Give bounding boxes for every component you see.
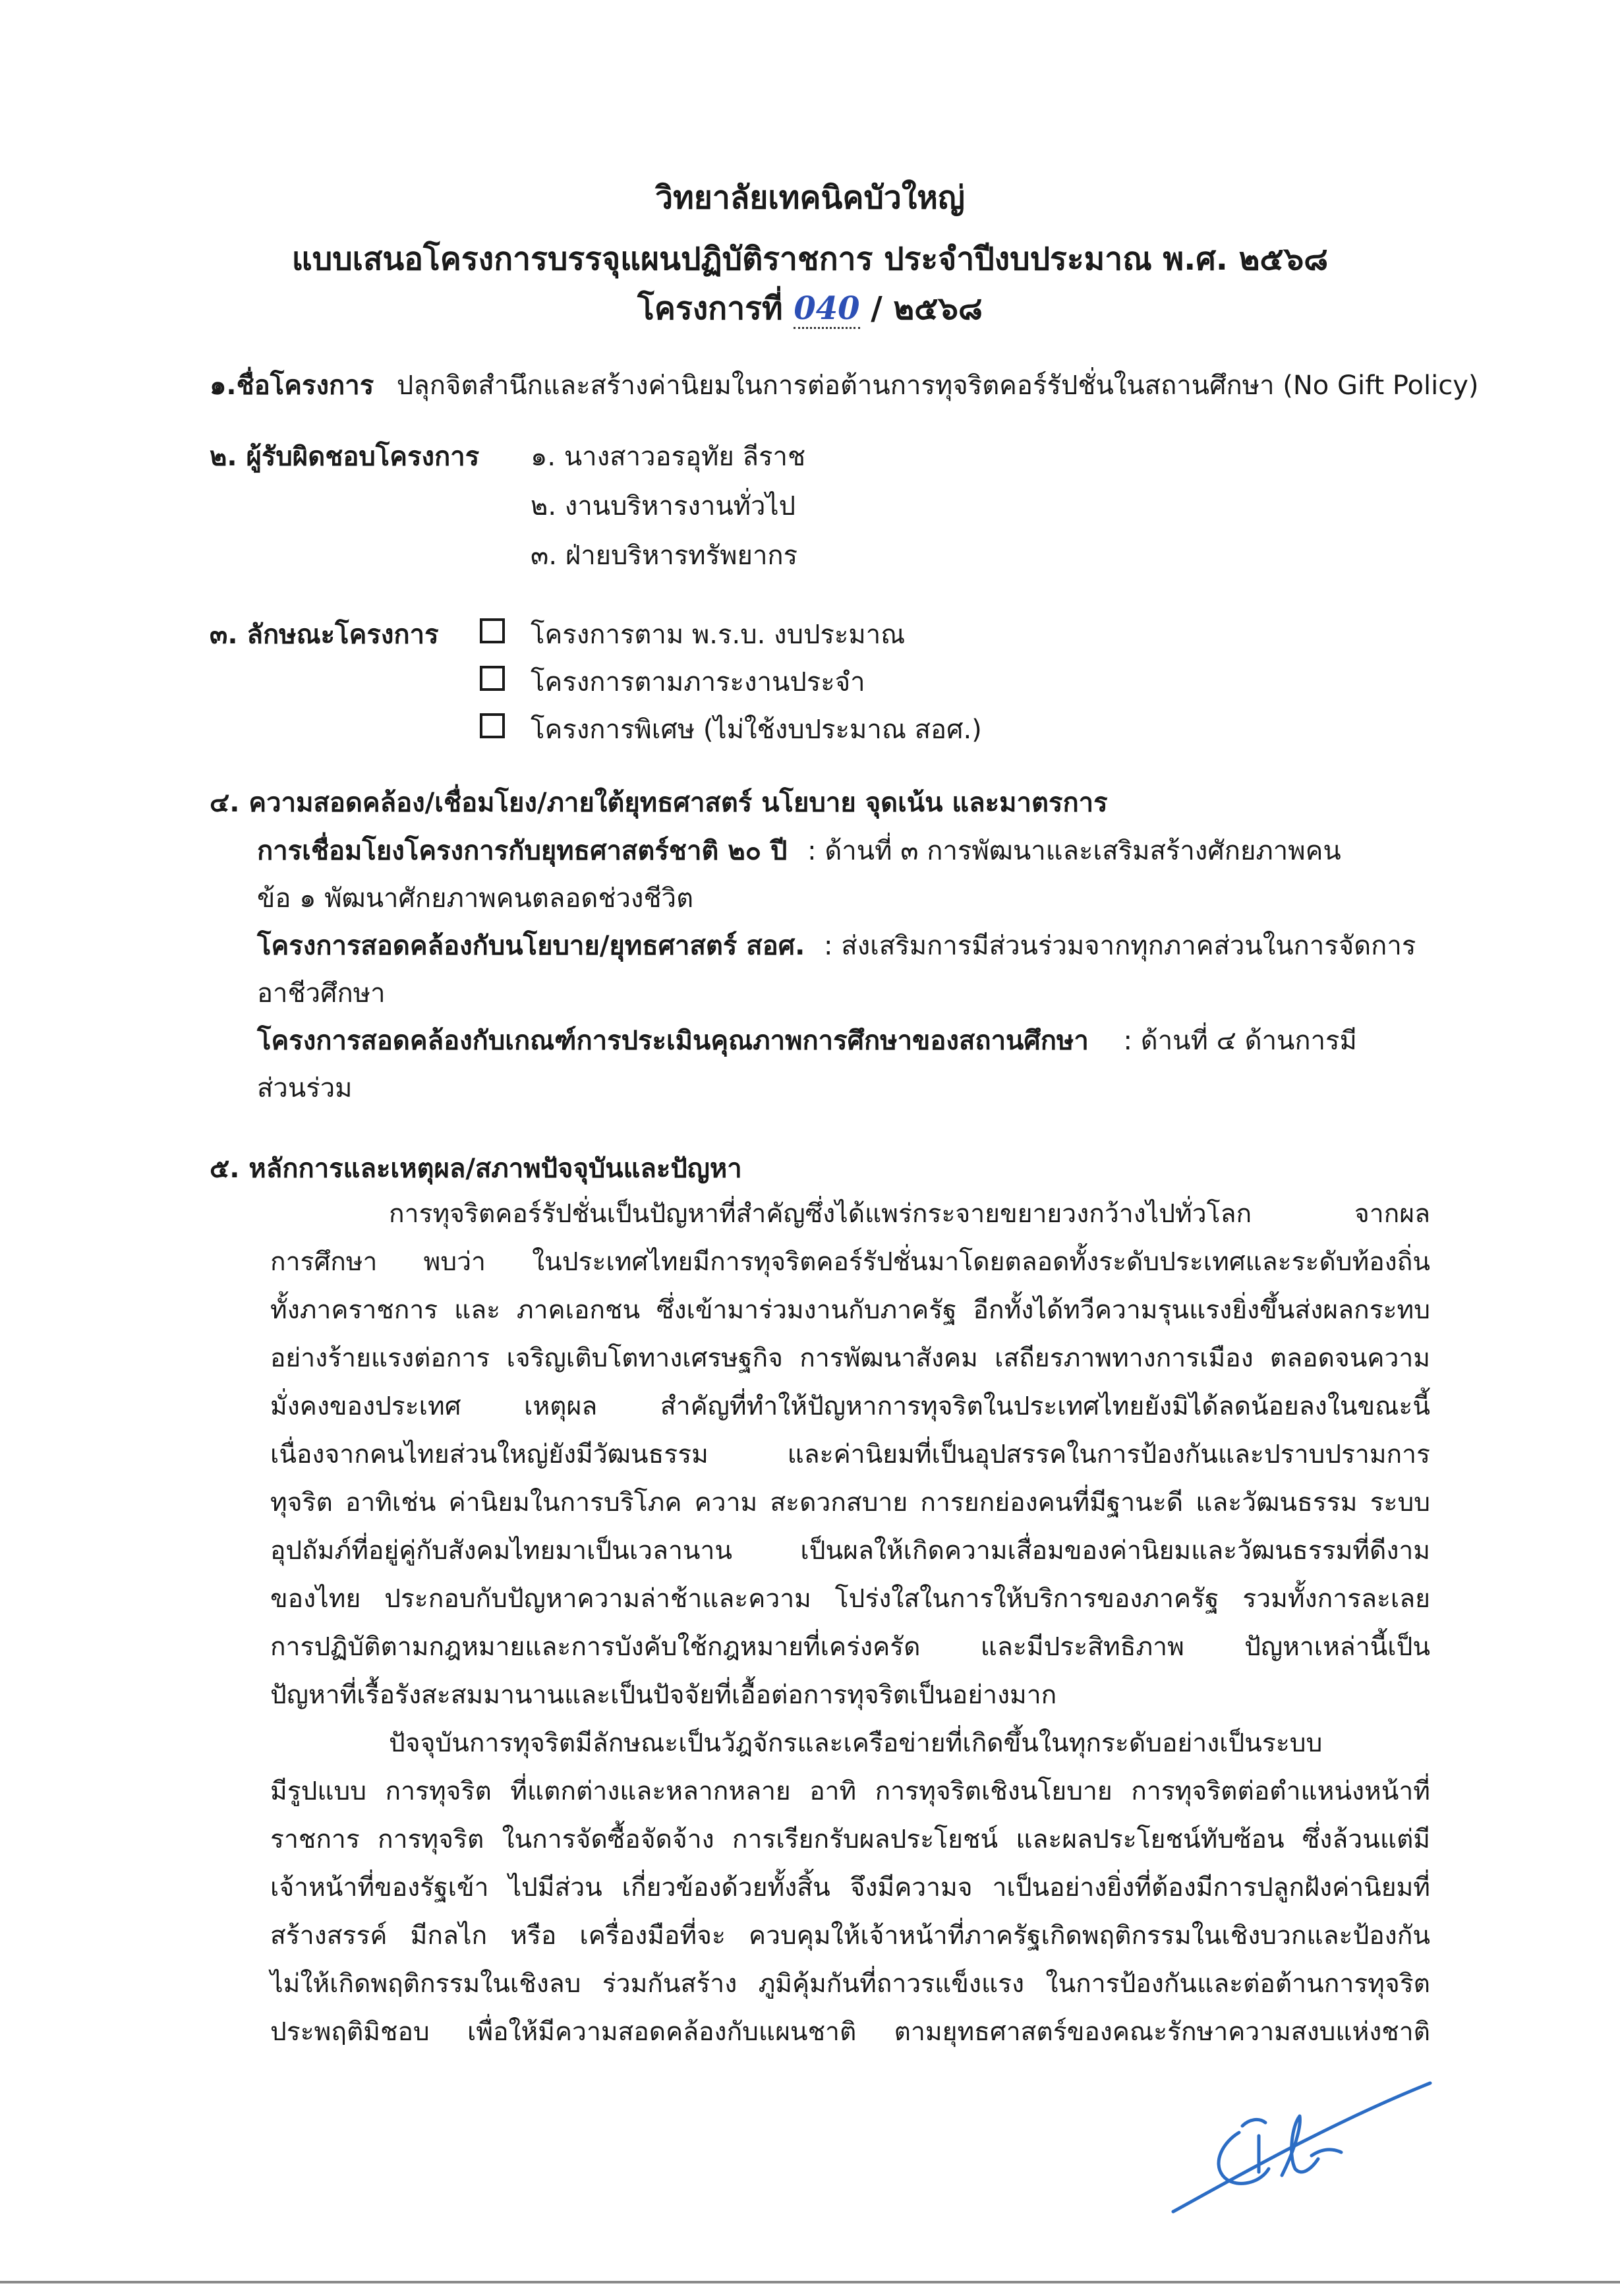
paragraph-line: ประพฤติมิชอบ เพื่อให้มีความสอดคล้องกับแผนชาติ ตามยุทธศาสตร์ของคณะรักษาความสงบแห่งชาติ <box>270 2017 1430 2047</box>
paragraph-line: การปฏิบัติตามกฎหมายและการบังคับใช้กฎหมายที่เคร่งครัด และมีประสิทธิภาพ ปัญหาเหล่านี้เป็น <box>270 1632 1430 1662</box>
paragraph-line: การศึกษา พบว่า ในประเทศไทยมีการทุจริตคอร์รัปชั่นมาโดยตลอดทั้งระดับประเทศและระดับท้องถิ่น <box>270 1247 1430 1277</box>
policy-line <box>257 924 1416 966</box>
checkbox-icon[interactable] <box>480 713 505 738</box>
paragraph-line: เนื่องจากคนไทยส่วนใหญ่ยังมีวัฒนธรรม และค่านิยมที่เป็นอุปสรรคในการป้องกันและปราบปรามการ <box>270 1440 1430 1469</box>
section-3-label: ๓. ลักษณะโครงการ <box>210 620 439 650</box>
project-year: / ๒๕๖๘ <box>871 290 983 327</box>
strategy20-value: : ด้านที่ ๓ การพัฒนาและเสริมสร้างศักยภาพคน <box>807 836 1341 866</box>
paragraph-line: อย่างร้ายแรงต่อการ เจริญเติบโตทางเศรษฐกิจ การพัฒนาสังคม เสถียรภาพทางการเมือง ตลอดจนความ <box>270 1343 1430 1373</box>
paragraph-line: ปัญหาที่เรื้อรังสะสมมานานและเป็นปัจจัยที่เอื้อต่อการทุจริตเป็นอย่างมาก <box>270 1680 1057 1710</box>
project-type-option-1: โครงการตาม พ.ร.บ. งบประมาณ <box>531 620 906 650</box>
paragraph-line: ทั้งภาคราชการ และ ภาคเอกชน ซึ่งเข้ามาร่วมงานกับภาครัฐ อีกทั้งได้ทวีความรุนแรงยิ่งขึ้นส่งผลกระทบ <box>270 1295 1430 1325</box>
strategy20-line <box>257 829 1341 871</box>
quality-line <box>257 1019 1357 1061</box>
college-name: วิทยาลัยเทคนิคบัวใหญ่ <box>655 179 965 216</box>
form-title: แบบเสนอโครงการบรรจุแผนปฏิบัติราชการ ประจำปีงบประมาณ พ.ศ. ๒๕๖๘ <box>291 241 1329 278</box>
paragraph-line: ไม่ให้เกิดพฤติกรรมในเชิงลบ ร่วมกันสร้าง ภูมิคุ้มกันที่ถาวรแข็งแรง ในการป้องกันและต่อต้านการทุจริต <box>270 1969 1430 1999</box>
signature-icon <box>1160 2070 1437 2222</box>
section-1-label: ๑.ชื่อโครงการ <box>210 370 374 401</box>
paragraph-line: มั่งคงของประเทศ เหตุผล สำคัญที่ทำให้ปัญหาการทุจริตในประเทศไทยยังมิได้ลดน้อยลงในขณะนี้ <box>270 1392 1430 1421</box>
responsible-item-3: ๓. ฝ่ายบริหารทรัพยากร <box>531 541 798 571</box>
section-5-label: ๕. หลักการและเหตุผล/สภาพปัจจุบันและปัญหา <box>210 1154 742 1184</box>
section-1 <box>210 364 1479 406</box>
quality-label: โครงการสอดคล้องกับเกณฑ์การประเมินคุณภาพการศึกษาของสถานศึกษา <box>257 1026 1089 1056</box>
project-type-option-2: โครงการตามภาระงานประจำ <box>531 667 865 697</box>
paragraph-line: การทุจริตคอร์รัปชั่นเป็นปัญหาที่สำคัญซึ่งได้แพร่กระจายขยายวงกว้างไปทั่วโลก จากผล <box>389 1199 1430 1229</box>
checkbox-icon[interactable] <box>480 618 505 643</box>
project-number: 040 <box>794 290 859 329</box>
section-4-label: ๔. ความสอดคล้อง/เชื่อมโยง/ภายใต้ยุทธศาสตร์ นโยบาย จุดเน้น และมาตรการ <box>210 788 1108 818</box>
rationale-paragraph <box>270 1190 1430 2056</box>
paragraph-line: สร้างสรรค์ มีกลไก หรือ เครื่องมือที่จะ ควบคุมให้เจ้าหน้าที่ภาครัฐเกิดพฤติกรรมในเชิงบวกและป้องกัน <box>270 1921 1430 1951</box>
responsible-item-1: ๑. นางสาวอรอุทัย ลีราช <box>531 442 806 472</box>
paragraph-line: อุปถัมภ์ที่อยู่คู่กับสังคมไทยมาเป็นเวลานาน เป็นผลให้เกิดความเสื่อมของค่านิยมและวัฒนธรรมที่ดีงาม <box>270 1536 1430 1566</box>
paragraph-line: มีรูปแบบ การทุจริต ที่แตกต่างและหลากหลาย อาทิ การทุจริตเชิงนโยบาย การทุจริตต่อตำแหน่งหน้าที่ <box>270 1777 1430 1806</box>
section-2-label: ๒. ผู้รับผิดชอบโครงการ <box>210 442 480 472</box>
policy-cont: อาชีวศึกษา <box>257 978 386 1009</box>
quality-cont: ส่วนร่วม <box>257 1073 353 1104</box>
checkbox-icon[interactable] <box>480 666 505 691</box>
project-name: ปลุกจิตสำนึกและสร้างค่านิยมในการต่อต้านการทุจริตคอร์รัปชั่นในสถานศึกษา (No Gift Policy) <box>396 370 1479 401</box>
project-label: โครงการที่ <box>637 290 783 327</box>
responsible-item-2: ๒. งานบริหารงานทั่วไป <box>531 491 796 521</box>
strategy20-label: การเชื่อมโยงโครงการกับยุทธศาสตร์ชาติ ๒๐ ปี <box>257 836 788 866</box>
project-type-option-3: โครงการพิเศษ (ไม่ใช้งบประมาณ สอศ.) <box>531 715 982 745</box>
page-bottom-edge <box>0 2281 1620 2283</box>
paragraph-line: ราชการ การทุจริต ในการจัดซื้อจัดจ้าง การเรียกรับผลประโยชน์ และผลประโยชน์ทับซ้อน ซึ่งล้วนแต่มี <box>270 1825 1430 1854</box>
project-number-line <box>0 283 1620 334</box>
paragraph-line: ทุจริต อาทิเช่น ค่านิยมในการบริโภค ความ สะดวกสบาย การยกย่องคนที่มีฐานะดี และวัฒนธรรม ระบบ <box>270 1488 1430 1517</box>
paragraph-line: เจ้าหน้าที่ของรัฐเข้า ไปมีส่วน เกี่ยวข้องด้วยทั้งสิ้น จึงมีความจ าเป็นอย่างยิ่งที่ต้องมีการปลูกฝังค่านิยมที่ <box>270 1873 1430 1902</box>
policy-label: โครงการสอดคล้องกับนโยบาย/ยุทธศาสตร์ สอศ. <box>257 931 805 961</box>
policy-value: : ส่งเสริมการมีส่วนร่วมจากทุกภาคส่วนในการจัดการ <box>824 931 1416 961</box>
quality-value: : ด้านที่ ๔ ด้านการมี <box>1123 1026 1357 1056</box>
paragraph-line: ปัจจุบันการทุจริตมีลักษณะเป็นวัฎจักรและเครือข่ายที่เกิดขึ้นในทุกระดับอย่างเป็นระบบ <box>389 1728 1323 1758</box>
paragraph-line: ของไทย ประกอบกับปัญหาความล่าช้าและความ โปร่งใสในการให้บริการของภาครัฐ รวมทั้งการละเลย <box>270 1584 1430 1614</box>
strategy20-cont: ข้อ ๑ พัฒนาศักยภาพคนตลอดช่วงชีวิต <box>257 883 694 914</box>
